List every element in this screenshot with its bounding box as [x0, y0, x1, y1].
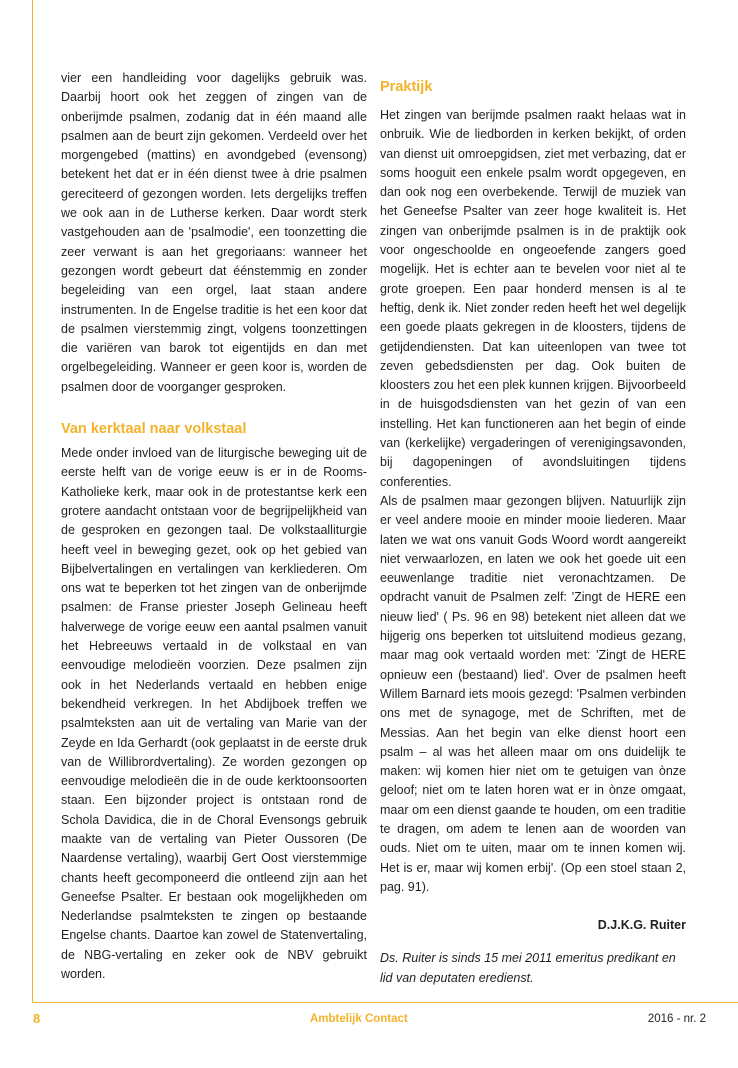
issue-label: 2016 - nr. 2	[647, 1013, 706, 1025]
frame-vertical-rule	[32, 0, 33, 1003]
magazine-title: Ambtelijk Contact	[310, 1013, 408, 1025]
section-heading-praktijk: Praktijk	[380, 79, 433, 95]
author-name: D.J.K.G. Ruiter	[597, 918, 686, 933]
left-column	[61, 69, 367, 984]
right-column	[380, 78, 686, 988]
right-paragraph-1: Het zingen van berijmde psalmen raakt helaas wat in onbruik. Wie de liedborden in kerken bekijkt, of orden van dienst uit omroepgidsen, ziet met verbazing, dat er soms hooguit een enkele psalm wordt opgegeven, en dan ook nog een overbekende. Terwijl de muziek van het Geneefse Psalter van zeer hoge kwaliteit is. Het zingen van onberijmde psalmen is in de praktijk ook voor ongeschoolde en ongeoefende zangers goed mogelijk. Het is echter aan te bevelen voor niet al te grote groepen. Een paar honderd mensen is al te heftig, denk ik. Niet zonder reden heeft het wel degelijk een goede plaats gekregen in de kloosters, tijdens de getijdendiensten. Dat kan uiteenlopen van twee tot zeven gebedsdiensten per dag. Ook buiten de kloosters zou het een plek kunnen krijgen. Bijvoorbeeld in de huisgodsdiensten van het gezin of van een instelling. Het kan functioneren aan het begin of einde van (kerkelijke) vergaderingen of verenigingsavonden, bij dagopeningen of avondsluitingen tijdens conferenties.	[380, 108, 686, 489]
left-paragraph-2: Mede onder invloed van de liturgische beweging uit de eerste helft van de vorige eeuw is er in de Rooms-Katholieke kerk, maar ook in de protestantse kerk een grotere aandacht ontstaan voor de begrijpelijkheid van de gesproken en gezongen taal. De volkstaalliturgie heeft veel in beweging gezet, ook op het gebied van Bijbelvertalingen en vertalingen van kerkliederen. Om ons wat te beperken tot het zingen van de onberijmde psalmen: de Franse priester Joseph Gelineau heeft halverwege de vorige eeuw een aantal psalmen vanuit het Hebreeuws vertaald in de volkstaal en van eenvoudige melodieën voorzien. Deze psalmen zijn ook in het Nederlands vertaald en hebben enige bekendheid verkregen. In het Abdijboek treffen we psalmteksten aan uit de vertaling van Marie van der Zeyde en Ida Gerhardt (ook geplaatst in de eerste druk van de Willibrordvertaling). Ze worden gezongen op eenvoudige melodieën die in de oude kerktoonsoorten staan. Een bijzonder project is ontstaan rond de Schola Davidica, die in de Choral Evensongs gebruik maakte van de vertaling van Pieter Oussoren (De Naardense vertaling), waarbij Gert Oost vierstemmige chants heeft gecomponeerd die ontleend zijn aan het Geneefse Psalter. Er bestaan ook mogelijkheden om Nederlandse psalmteksten te zingen op bestaande Engelse chants. Daartoe kan zowel de Statenvertaling, de NBG-vertaling en zeker ook de NBV gebruikt worden.	[61, 446, 367, 982]
author-bio: Ds. Ruiter is sinds 15 mei 2011 emeritus predikant en lid van deputaten eredienst.	[380, 951, 676, 985]
left-paragraph-1: vier een handleiding voor dagelijks gebruik was. Daarbij hoort ook het zeggen of zingen van de onberijmde psalmen, zodanig dat in één maand alle psalmen aan de beurt zijn gekomen. Verdeeld over het morgengebed (mattins) en avondgebed (evensong) betekent het dat er in één dienst twee à drie psalmen gereciteerd of gezongen worden. Iets dergelijks treffen we ook aan in de Lutherse kerken. Daar wordt sterk vastgehouden aan de 'psalmodie', een toonzetting die zeer verwant is aan het gregoriaans: wanneer het gezongen wordt gebeurt dat éénstemmig en zonder begeleiding van een orgel, laat staan andere instrumenten. In de Engelse traditie is het een koor dat de psalmen vierstemmig zingt, volgens toonzettingen die variëren van barok tot eigentijds en dan met orgelbegeleiding. Wanneer er geen koor is, worden de psalmen door de voorganger gesproken.	[61, 71, 367, 394]
frame-horizontal-rule	[32, 1002, 738, 1003]
page-number: 8	[33, 1011, 41, 1026]
section-heading-volkstaal: Van kerktaal naar volkstaal	[61, 421, 247, 438]
right-paragraph-2: Als de psalmen maar gezongen blijven. Natuurlijk zijn er veel andere mooie en minder mooie liederen. Maar laten we wat ons vanuit Gods Woord wordt aangereikt niet verwaarlozen, en laten we ook het goede uit een eeuwenlange traditie niet veronachtzamen. De opdracht vanuit de Psalmen zelf: 'Zingt de HERE een nieuw lied' ( Ps. 96 en 98) betekent niet alleen dat we hijgerig ons beperken tot uitsluitend modieus gezang, maar mag ook vertaald worden met: 'Zingt de HERE opnieuw een (bestaand) lied'. Over de psalmen heeft Willem Barnard iets moois gezegd: 'Psalmen verbinden ons met de synagoge, met de Schriften, met de Messias. Aan het begin van elke dienst hoort een psalm – al was het alleen maar om ons duidelijk te maken: wij komen hier niet om te getuigen van ònze geloof; niet om te laten horen wat er in ònze omgaat, maar om een dienst gaande te houden, om een traditie te dragen, om adem te lenen aan de woorden van ouds. Niet om te uiten, maar om te innen komen wij. Het is er, maar wij komen erbij'. (Op een stoel staan 2, pag. 91).	[380, 493, 686, 894]
